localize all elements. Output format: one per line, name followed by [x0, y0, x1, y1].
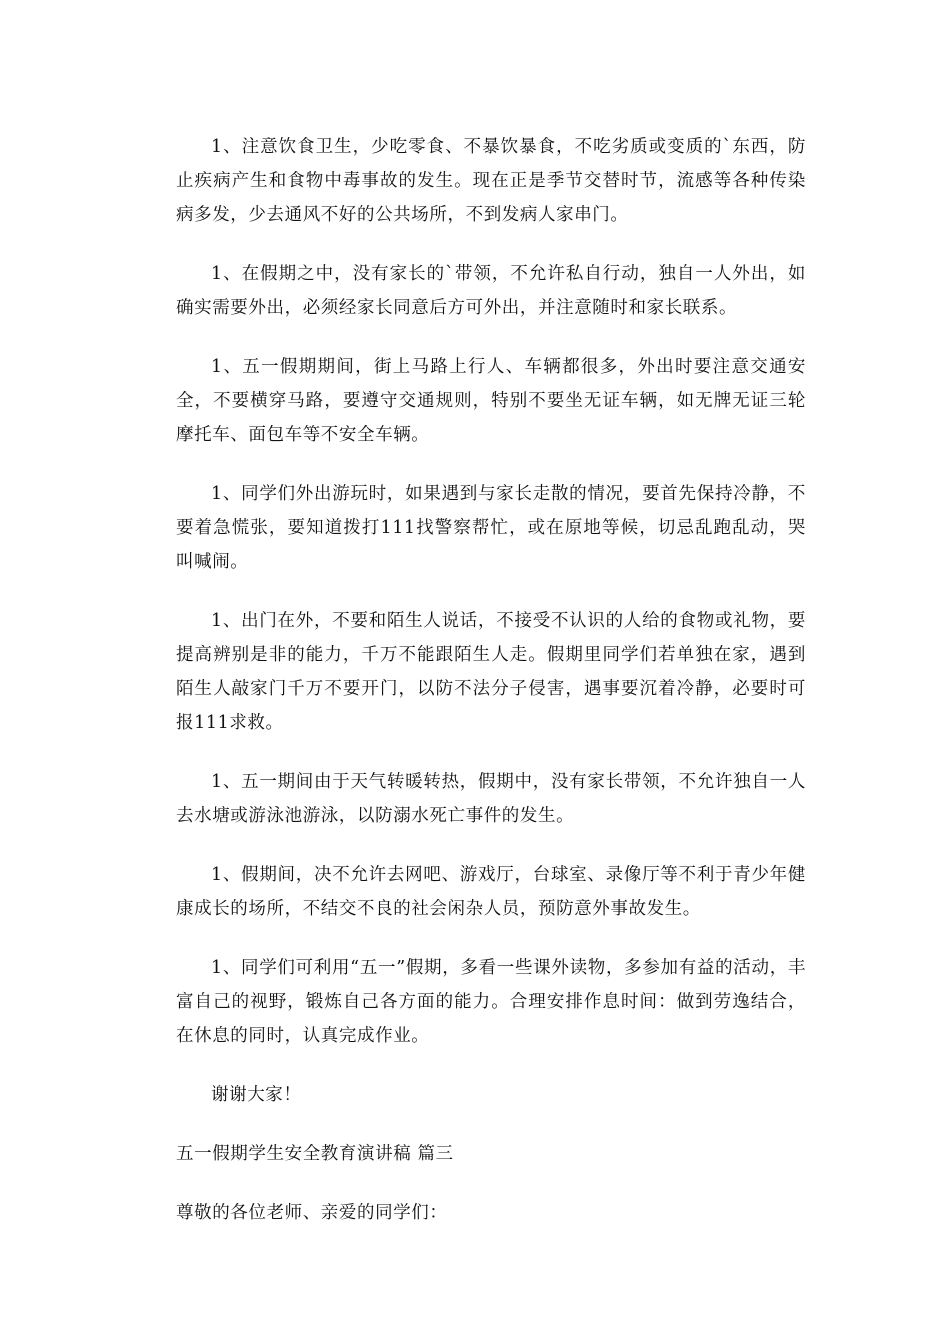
paragraph-internet-cafe: 1、假期间，决不允许去网吧、游戏厅，台球室、录像厅等不利于青少年健康成长的场所，不结交不良的社会闲杂人员，预防意外事故发生。 [176, 865, 806, 919]
paragraph-lost-from-parents: 1、同学们外出游玩时，如果遇到与家长走散的情况，要首先保持冷静，不要着急慌张，要知道拨打111找警察帮忙，或在原地等候，切忌乱跑乱动，哭叫喊闹。 [176, 484, 806, 572]
closing-thanks: 谢谢大家！ [211, 1085, 302, 1105]
paragraph-drowning: 1、五一期间由于天气转暖转热，假期中，没有家长带领，不允许独自一人去水塘或游泳池游泳，以防溺水死亡事件的发生。 [176, 772, 806, 826]
paragraph-diet-hygiene: 1、注意饮食卫生，少吃零食、不暴饮暴食，不吃劣质或变质的`东西，防止疾病产生和食物中毒事故的发生。现在正是季节交替时节，流感等各种传染病多发，少去通风不好的公共场所，不到发病人家串门。 [176, 137, 806, 225]
paragraph-strangers: 1、出门在外，不要和陌生人说话，不接受不认识的人给的食物或礼物，要提高辨别是非的能力，千万不能跟陌生人走。假期里同学们若单独在家，遇到陌生人敲家门千万不要开门，以防不法分子侵害，遇事要沉着冷静，必要时可报111求救。 [176, 611, 806, 733]
paragraph-going-out: 1、在假期之中，没有家长的`带领，不允许私自行动，独自一人外出，如确实需要外出，必须经家长同意后方可外出，并注意随时和家长联系。 [176, 264, 806, 318]
section-heading: 五一假期学生安全教育演讲稿 篇三 [176, 1144, 454, 1164]
salutation: 尊敬的各位老师、亲爱的同学们： [176, 1203, 448, 1223]
document-body [176, 130, 806, 1255]
paragraph-reading-activities: 1、同学们可利用“五一”假期，多看一些课外读物，多参加有益的活动，丰富自己的视野，锻炼自己各方面的能力。合理安排作息时间：做到劳逸结合，在休息的同时，认真完成作业。 [176, 958, 806, 1046]
paragraph-traffic-safety: 1、五一假期期间，街上马路上行人、车辆都很多，外出时要注意交通安全，不要横穿马路，要遵守交通规则，特别不要坐无证车辆，如无牌无证三轮摩托车、面包车等不安全车辆。 [176, 357, 806, 445]
